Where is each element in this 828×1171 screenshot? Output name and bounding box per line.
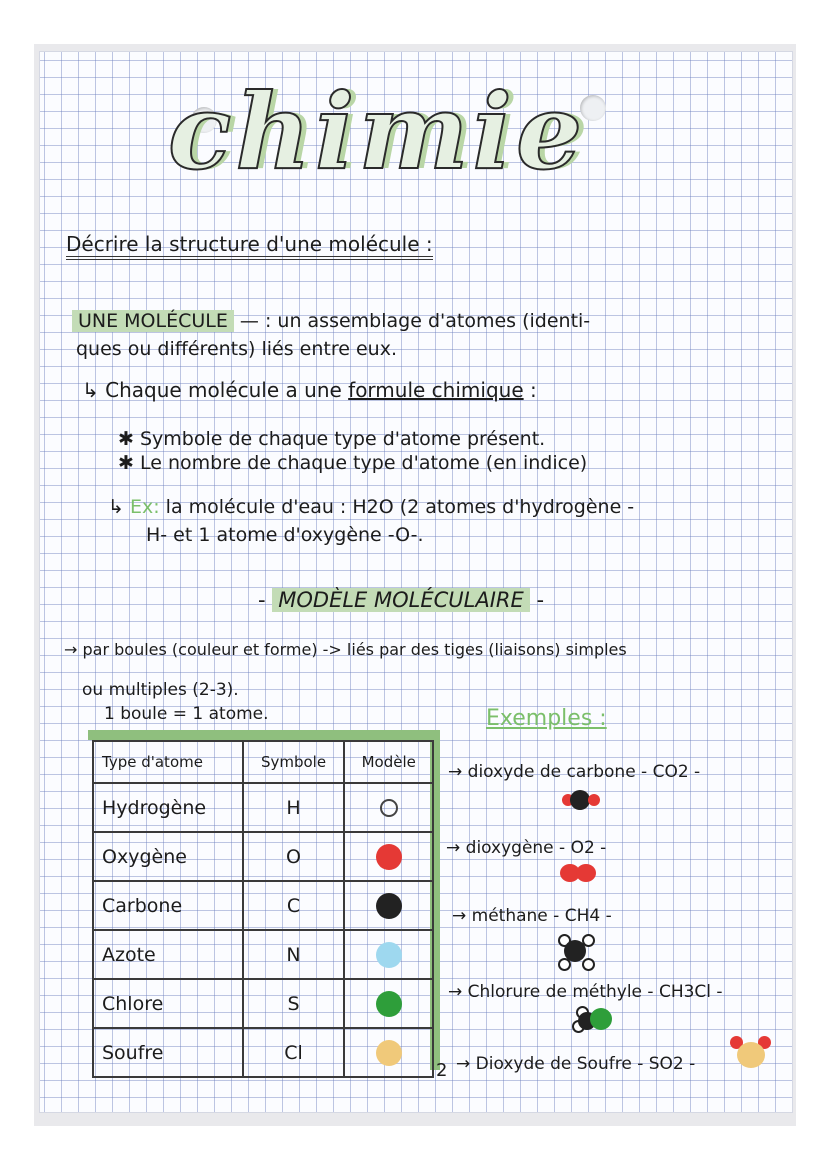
formula-term: formule chimique: [348, 378, 524, 402]
co2-carbon: [570, 790, 590, 810]
examples-heading: Exemples :: [486, 706, 607, 731]
example-line1: [108, 496, 634, 518]
atom-symbol: Cl: [243, 1028, 345, 1077]
nitrogen-ball: [376, 942, 402, 968]
atom-type: Soufre: [93, 1028, 243, 1077]
atom-table: [92, 740, 434, 1078]
carbon-ball: [376, 893, 402, 919]
so2-sulfur: [737, 1042, 765, 1068]
table-row: [93, 930, 433, 979]
definition-term: UNE MOLÉCULE: [72, 310, 234, 332]
atom-type: Carbone: [93, 881, 243, 930]
atom-type: Hydrogène: [93, 783, 243, 832]
atom-model-cell: [344, 979, 433, 1028]
atom-model-cell: [344, 832, 433, 881]
example-ch4-label: → méthane - CH4 -: [452, 906, 612, 926]
page-number: 2: [436, 1060, 448, 1081]
atom-symbol: S: [243, 979, 345, 1028]
table-header-type: Type d'atome: [93, 741, 243, 783]
example-so2-label: → Dioxyde de Soufre - SO2 -: [456, 1054, 696, 1074]
atom-type: Oxygène: [93, 832, 243, 881]
formula-bullet-1: ✱ Symbole de chaque type d'atome présent.: [118, 428, 546, 450]
definition-line1: [72, 310, 590, 332]
ch4-model: [558, 934, 598, 972]
atom-symbol: H: [243, 783, 345, 832]
atom-symbol: C: [243, 881, 345, 930]
formula-arrow: ↳: [82, 378, 99, 402]
ch3cl-chlorine: [590, 1008, 612, 1030]
example-o2-label: → dioxygène - O2 -: [446, 838, 607, 858]
sulfur-ball: [376, 1040, 402, 1066]
definition-text: : un assemblage d'atomes (identi-: [264, 310, 591, 332]
formula-bullet-1-text: Symbole de chaque type d'atome présent.: [139, 428, 546, 450]
atom-symbol: N: [243, 930, 345, 979]
table-row: [93, 832, 433, 881]
atom-symbol: O: [243, 832, 345, 881]
formula-line: [82, 378, 537, 402]
model-heading: MODÈLE MOLÉCULAIRE: [272, 588, 530, 612]
definition-arrow: —: [239, 310, 259, 332]
oxygen-ball: [376, 844, 402, 870]
ch3cl-model: [572, 1006, 616, 1038]
example-ch3cl-label: → Chlorure de méthyle - CH3Cl -: [448, 982, 723, 1002]
formula-bullet-2-text: Le nombre de chaque type d'atome (en indice): [139, 452, 588, 474]
section-heading: Décrire la structure d'une molécule :: [66, 232, 433, 260]
table-row: [93, 881, 433, 930]
definition-line2: ques ou différents) liés entre eux.: [76, 338, 397, 360]
atom-model-cell: [344, 783, 433, 832]
atom-type: Azote: [93, 930, 243, 979]
example-text: la molécule d'eau : H2O (2 atomes d'hydrogène -: [165, 496, 635, 518]
example-label: Ex:: [129, 496, 160, 518]
page-title: chimie: [168, 70, 587, 193]
example-co2-label: → dioxyde de carbone - CO2 -: [448, 762, 701, 782]
co2-oxygen-right: [588, 794, 600, 806]
table-row: [93, 979, 433, 1028]
o2-model: [560, 864, 600, 884]
formula-intro: Chaque molécule a une: [105, 378, 342, 402]
atom-model-cell: [344, 930, 433, 979]
so2-model: [730, 1036, 776, 1070]
example-arrow: ↳: [108, 496, 124, 518]
chlorine-ball: [376, 991, 402, 1017]
co2-model: [562, 790, 606, 810]
example-line2: H- et 1 atome d'oxygène -O-.: [146, 524, 424, 546]
ch4-carbon: [564, 940, 586, 962]
model-text-line1: → par boules (couleur et forme) -> liés par des tiges (liaisons) simples: [64, 640, 627, 659]
table-header-model: Modèle: [344, 741, 433, 783]
model-heading-row: - MODÈLE MOLÉCULAIRE -: [258, 588, 545, 612]
o2-oxygen-right: [576, 864, 596, 882]
table-shadow-top: [88, 730, 440, 740]
hydrogen-ball: [380, 799, 398, 817]
table-header-row: [93, 741, 433, 783]
table-row: [93, 1028, 433, 1077]
table-header-symbol: Symbole: [243, 741, 345, 783]
atom-model-cell: [344, 1028, 433, 1077]
formula-colon: :: [529, 378, 537, 402]
table-row: [93, 783, 433, 832]
formula-bullet-2: ✱ Le nombre de chaque type d'atome (en indice): [118, 452, 588, 474]
ch4-hydrogen: [582, 958, 595, 971]
atom-model-cell: [344, 881, 433, 930]
model-text-line2: ou multiples (2-3).: [82, 680, 239, 700]
atom-type: Chlore: [93, 979, 243, 1028]
model-text-line3: 1 boule = 1 atome.: [104, 704, 269, 724]
